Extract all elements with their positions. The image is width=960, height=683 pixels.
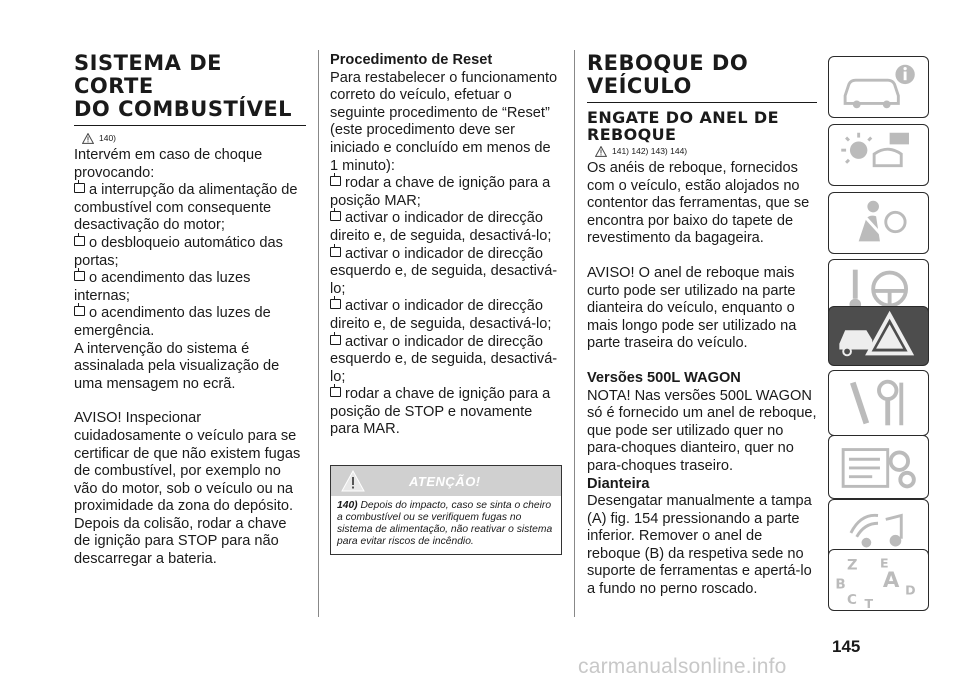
list-item: activar o indicador de direcção esquerdo e, de seguida, desactivá-lo; [330,333,558,385]
alphabetical-index-icon [829,550,928,610]
index-letter: A [882,567,900,593]
nav-tab-dashboard[interactable] [828,124,929,186]
nav-tab-technical-data[interactable] [828,435,929,499]
warning-refs [595,145,817,157]
section-title-fuel-cutoff: SISTEMA DE CORTE DO COMBUSTÍVEL [74,52,306,126]
bullet-icon [74,183,85,193]
column-divider [574,50,575,617]
intro-text: Intervém em caso de choque provocando: [74,147,263,181]
paragraph: Desengatar manualmente a tampa (A) fig. 154 pressionando a parte inferior. Remover o anel de reboque (B) da respetiva sede no suporte de ferramentas e apertá-lo a fundo no perno roscado. [587,493,812,598]
bullet-icon [330,387,341,397]
ref-link[interactable]: 140) [99,133,117,143]
index-letter: E [879,555,889,571]
bullet-icon [330,335,341,345]
list-item: o acendimento das luzes de emergência. [74,305,271,339]
nav-tab-safety[interactable] [828,192,929,254]
warning-header [331,466,561,496]
reset-heading: Procedimento de Reset [330,52,493,68]
aviso-paragraph: AVISO! Inspecionar cuidadosamente o veículo para se certificar de que não existem fugas de combustível, por exemplo no vão do motor, sob o veículo ou na proximidade da zona do depósito. Depois da colisão, rodar a chave de ignição para STOP para não descarregar a bateria. [74,410,301,568]
subsection-title-tow-ring: ENGATE DO ANEL DE REBOQUE [587,108,779,144]
list-item: rodar a chave de ignição para a posição MAR; [330,175,551,209]
warning-triangle-icon [595,146,607,157]
bullet-icon [330,211,341,221]
bullet-icon [74,306,85,316]
bullet-icon [330,176,341,186]
index-letter: C [847,592,857,609]
section-title-towing: REBOQUE DO VEÍCULO [587,52,817,103]
list-item: o desbloqueio automático das portas; [74,234,283,269]
index-letter: B [835,576,846,593]
index-letter: D [905,582,916,598]
nav-tab-index[interactable] [828,549,929,611]
bullet-icon [74,236,85,246]
nota-paragraph: NOTA! Nas versões 500L WAGON só é fornecido um anel de reboque, que pode ser utilizado quer no para-choques dianteiro, quer no para-choques traseiro. [587,387,817,474]
column-divider [318,50,319,617]
list-item: o acendimento das luzes internas; [74,270,251,304]
paragraph: A intervenção do sistema é assinalada pela visualização de uma mensagem no ecrã. [74,340,280,392]
nav-tab-maintenance[interactable] [828,370,929,436]
warning-box [330,465,562,555]
intro-text: Para restabelecer o funcionamento correto do veículo, efetuar o seguinte procedimento de “Reset” (este procedimento deve ser iniciado e concluído em menos de 1 minuto): [330,69,558,174]
warning-triangle-icon [341,470,365,492]
ref-link[interactable]: 141) 142) 143) 144) [612,146,688,156]
index-letter: T [864,596,874,610]
bullet-icon [330,299,341,309]
paragraph: Os anéis de reboque, fornecidos com o veículo, estão alojados no contentor das ferramentas, que se encontra por baixo do tapete de revestimento da bagageira. [587,160,810,247]
list-item: activar o indicador de direcção direito e, de seguida, desactivá-lo; [330,210,552,244]
nav-tab-car-info[interactable] [828,56,929,118]
bullet-icon [74,271,85,281]
bullet-icon [330,247,341,257]
watermark-text: carmanualsonline.info [578,655,787,678]
list-item: a interrupção da alimentação de combustível com consequente desactivação do motor; [74,182,298,234]
dashboard-lights-icon [829,125,928,185]
technical-data-icon [829,436,928,498]
left-column [74,52,306,569]
warning-refs [82,132,306,144]
right-column [587,52,817,599]
car-info-icon [829,57,928,117]
nav-tab-emergency[interactable] [828,306,929,366]
versions-heading: Versões 500L WAGON [587,369,741,386]
warning-text: 140) Depois do impacto, caso se sinta o cheiro a combustível ou se verifiquem fugas no sistema de alimentação, não reativar o sistema para evitar riscos de incêndio. [337,500,553,548]
middle-column [330,52,562,555]
warning-title: ATENÇÃO! [409,474,481,490]
seatbelt-airbag-icon [829,193,928,253]
front-heading: Dianteira [587,475,650,492]
list-item: activar o indicador de direcção esquerdo e, de seguida, desactivá-lo; [330,245,558,297]
index-letter: Z [847,557,858,574]
list-item: activar o indicador de direcção direito e, de seguida, desactivá-lo; [330,298,552,332]
aviso-paragraph: AVISO! O anel de reboque mais curto pode ser utilizado na parte dianteira do veículo, enquanto o mais longo pode ser utilizado na parte traseira do veículo. [587,264,797,352]
emergency-warning-icon [829,307,928,365]
warning-triangle-icon [82,133,94,144]
page-number: 145 [832,637,861,656]
list-item: rodar a chave de ignição para a posição de STOP e novamente para MAR. [330,386,551,438]
maintenance-tools-icon [829,371,928,435]
